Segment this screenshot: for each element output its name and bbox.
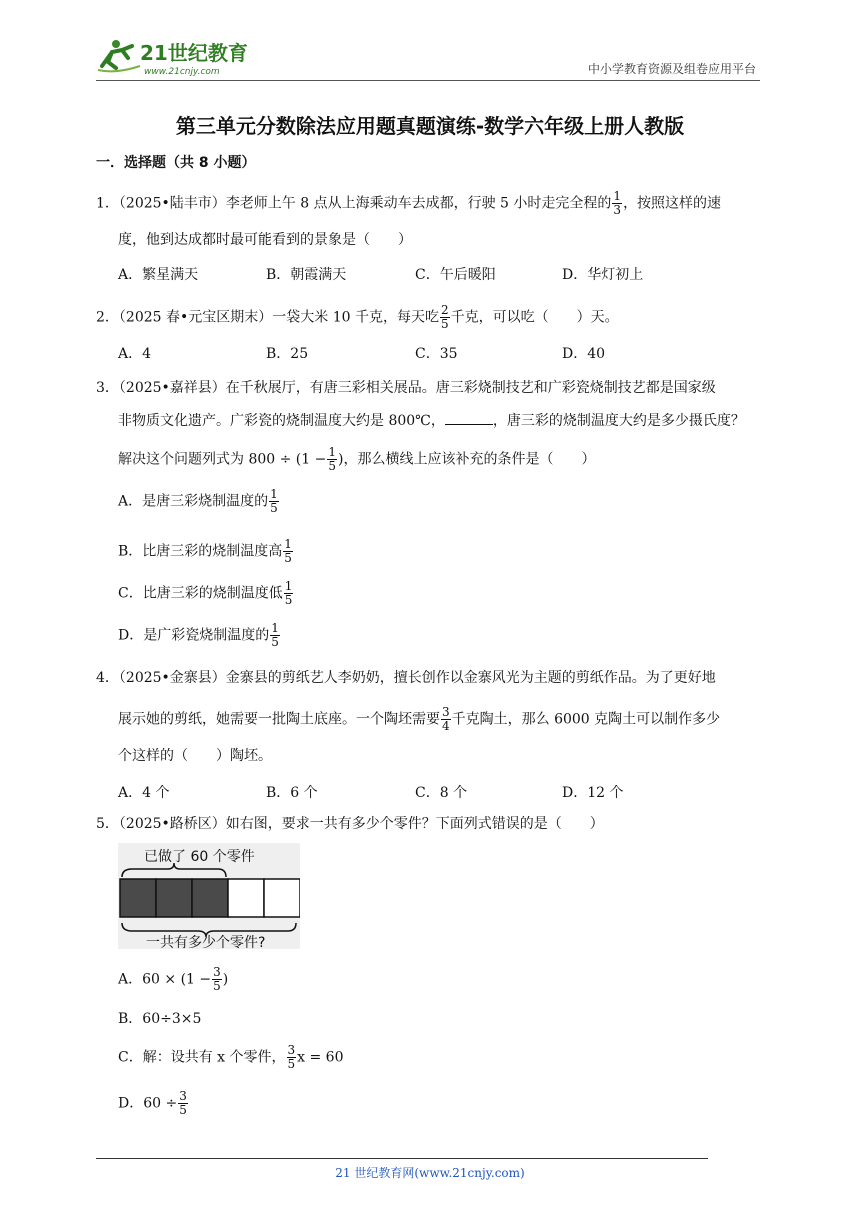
- question-4-text-a: 展示她的剪纸，她需要一批陶土底座。一个陶坯需要: [118, 711, 440, 728]
- logo-subtext: www.21cnjy.com: [144, 67, 220, 77]
- fraction: $\frac{1}{5}$: [284, 537, 292, 565]
- question-1-option-c[interactable]: C．午后暖阳: [415, 267, 496, 283]
- question-3-option-d[interactable]: D．是广彩瓷烧制温度的 $\frac{1}{5}$: [118, 621, 279, 649]
- figure-top-label: 已做了 60 个零件: [144, 849, 255, 865]
- bar-cell-filled: [156, 879, 192, 917]
- question-3-option-b[interactable]: B．比唐三彩的烧制温度高 $\frac{1}{5}$: [118, 537, 292, 565]
- logo-text: 21世纪教育: [140, 41, 248, 65]
- question-4-option-a[interactable]: A．4 个: [118, 785, 170, 801]
- bar-cell-filled: [192, 879, 228, 917]
- question-5-option-c[interactable]: C．解：设共有 x 个零件， $\frac{3}{5}$ x = 60: [118, 1043, 344, 1071]
- bar-cell-empty: [264, 879, 300, 917]
- question-3-line-2: [118, 410, 745, 431]
- fraction: $\frac{1}{3}$: [613, 189, 622, 217]
- question-3-text-b: ，唐三彩的烧制温度大约是多少摄氏度？: [492, 413, 745, 429]
- math-paren: ): [338, 451, 344, 468]
- header-divider: [96, 80, 760, 81]
- fraction: $\frac{1}{5}$: [271, 621, 279, 649]
- fraction: $\frac{1}{5}$: [270, 487, 278, 515]
- question-3-option-a[interactable]: A．是唐三彩烧制温度的 $\frac{1}{5}$: [118, 487, 278, 515]
- question-2-text-a: 2．（2025 春•元宝区期末）一袋大米 10 千克，每天吃: [96, 309, 439, 326]
- section-heading: 一．选择题（共 8 小题）: [96, 155, 256, 171]
- question-4-line-3: 个这样的（ ）陶坯。: [118, 748, 272, 764]
- fraction: $\frac{3}{5}$: [287, 1043, 296, 1071]
- header-platform-text: 中小学教育资源及组卷应用平台: [587, 62, 756, 76]
- question-2-line-1: [96, 304, 619, 331]
- footer-text: 21 世纪教育网(www.21cnjy.com): [335, 1166, 525, 1180]
- question-3-text-d: ，那么横线上应该补充的条件是（ ）: [343, 451, 596, 468]
- footer-divider: [96, 1158, 708, 1159]
- question-2-text-b: 千克，可以吃（ ）天。: [450, 309, 619, 326]
- site-logo: [96, 36, 256, 78]
- math-expression: 800 ÷ (1 −: [248, 451, 327, 468]
- question-5-option-d[interactable]: D．60 ÷ $\frac{3}{5}$: [118, 1089, 187, 1117]
- question-1-option-a[interactable]: A．繁星满天: [118, 267, 199, 283]
- question-3-text-a: 非物质文化遗产。广彩瓷的烧制温度大约是 800℃，: [118, 413, 445, 429]
- runner-icon: [98, 40, 140, 71]
- question-4-option-b[interactable]: B．6 个: [266, 785, 318, 801]
- question-1-text-a: 1．（2025•陆丰市）李老师上午 8 点从上海乘动车去成都，行驶 5 小时走完全程的: [96, 195, 612, 212]
- fraction: $\frac{1}{5}$: [328, 445, 336, 473]
- question-1-option-d[interactable]: D．华灯初上: [562, 267, 644, 283]
- question-3-line-3: [118, 446, 595, 473]
- bar-cells: [120, 879, 300, 917]
- question-4-option-c[interactable]: C．8 个: [415, 785, 468, 801]
- question-4-line-1: 4．（2025•金寨县）金寨县的剪纸艺人李奶奶，擅长创作以金寨风光为主题的剪纸作品。为了更好地: [96, 670, 716, 686]
- fraction: $\frac{1}{5}$: [284, 579, 293, 607]
- question-5-figure: [118, 843, 300, 949]
- question-5-option-b[interactable]: B．60÷3×5: [118, 1011, 202, 1027]
- bar-cell-empty: [228, 879, 264, 917]
- page-title: 第三单元分数除法应用题真题演练-数学六年级上册人教版: [175, 114, 685, 138]
- question-1-line-1: [96, 190, 721, 217]
- question-5-option-a[interactable]: A．60 × (1 − $\frac{3}{5}$ ): [118, 965, 229, 993]
- fraction: $\frac{2}{5}$: [440, 303, 449, 331]
- question-2-option-b[interactable]: B．25: [266, 346, 309, 362]
- question-4-line-2: [118, 706, 720, 733]
- question-5-line-1: 5．（2025•路桥区）如右图，要求一共有多少个零件？下面列式错误的是（ ）: [96, 816, 604, 832]
- question-3-line-1: 3．（2025•嘉祥县）在千秋展厅，有唐三彩相关展品。唐三彩烧制技艺和广彩瓷烧制技艺都是国家级: [96, 380, 716, 396]
- question-4-option-d[interactable]: D．12 个: [562, 785, 624, 801]
- fraction: $\frac{3}{5}$: [213, 965, 221, 993]
- question-4-text-b: 千克陶土，那么 6000 克陶土可以制作多少: [451, 711, 721, 728]
- answer-blank: [445, 410, 493, 425]
- fraction: $\frac{3}{4}$: [442, 705, 450, 733]
- fraction: $\frac{3}{5}$: [179, 1089, 187, 1117]
- question-2-option-a[interactable]: A．4: [118, 346, 152, 362]
- top-brace: [122, 863, 226, 877]
- question-1-text-b: ，按照这样的速: [623, 195, 722, 212]
- question-3-option-c[interactable]: C．比唐三彩的烧制温度低 $\frac{1}{5}$: [118, 579, 293, 607]
- question-1-option-b[interactable]: B．朝霞满天: [266, 267, 347, 283]
- figure-bottom-label: 一共有多少个零件?: [146, 935, 266, 949]
- question-2-option-c[interactable]: C．35: [415, 346, 458, 362]
- question-1-line-2: 度，他到达成都时最可能看到的景象是（ ）: [118, 232, 412, 248]
- question-2-option-d[interactable]: D．40: [562, 346, 606, 362]
- bar-cell-filled: [120, 879, 156, 917]
- question-3-text-c: 解决这个问题列式为: [118, 451, 244, 468]
